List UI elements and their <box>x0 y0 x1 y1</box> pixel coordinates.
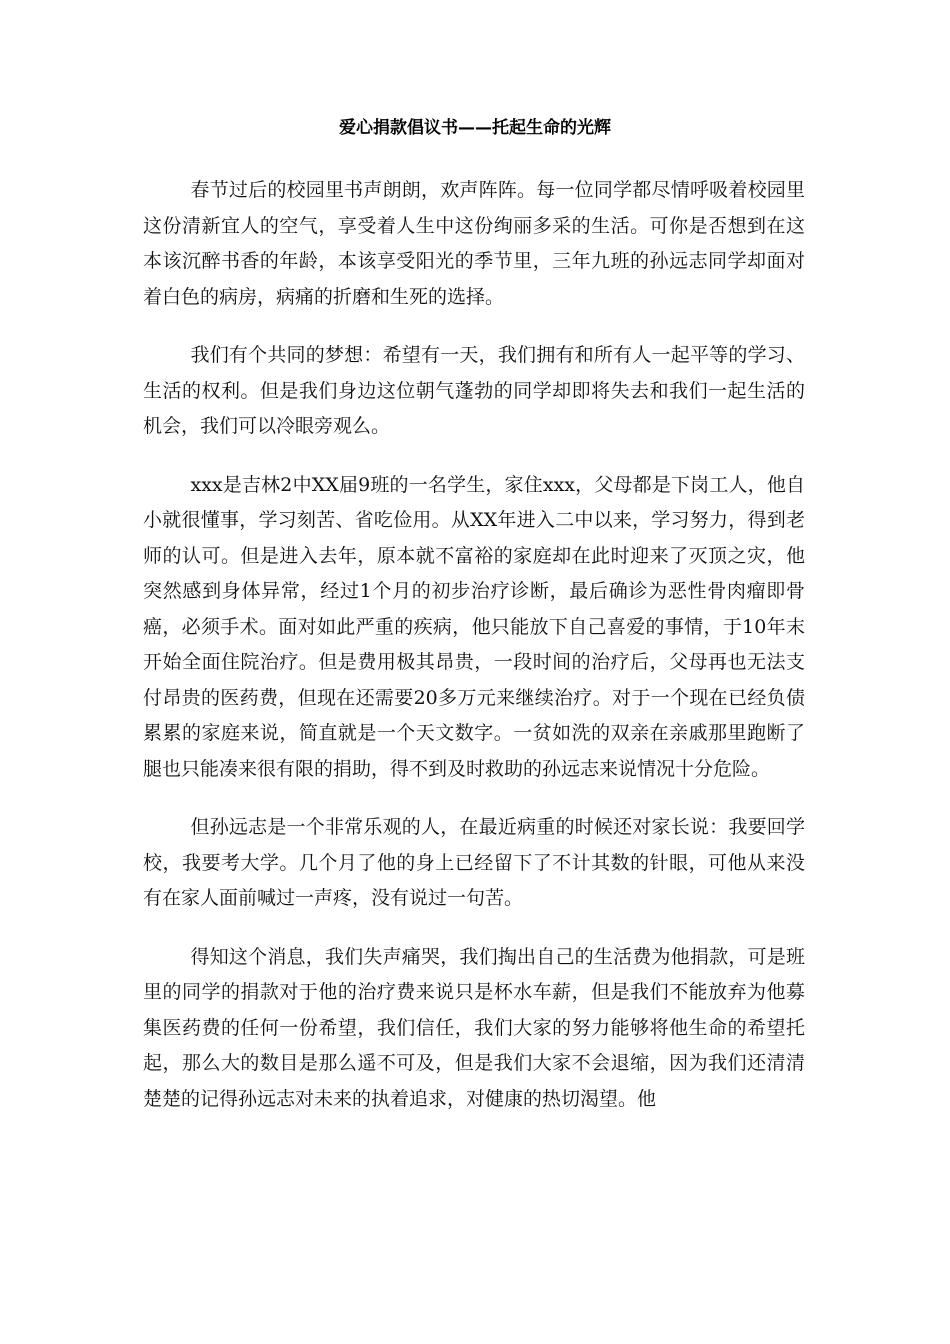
document-body <box>143 173 805 1140</box>
paragraph-2: 我们有个共同的梦想：希望有一天，我们拥有和所有人一起平等的学习、生活的权利。但是我们身边这位朝气蓬勃的同学却即将失去和我们一起生活的机会，我们可以冷眼旁观么。 <box>143 344 805 437</box>
paragraph-5: 得知这个消息，我们失声痛哭，我们掏出自己的生活费为他捐款，可是班里的同学的捐款对于他的治疗费来说只是杯水车薪，但是我们不能放弃为他募集医药费的任何一份希望，我们信任，我们大家的努力能够将他生命的希望托起，那么大的数目是那么遥不可及，但是我们大家不会退缩，因为我们还清清楚楚的记得孙远志对未来的执着追求，对健康的热切渴望。他 <box>143 945 805 1110</box>
paragraph-1: 春节过后的校园里书声朗朗，欢声阵阵。每一位同学都尽情呼吸着校园里这份清新宜人的空气，享受着人生中这份绚丽多采的生活。可你是否想到在这本该沉醉书香的年龄，本该享受阳光的季节里，三年九班的孙远志同学却面对着白色的病房，病痛的折磨和生死的选择。 <box>143 179 805 308</box>
paragraph-4: 但孙远志是一个非常乐观的人，在最近病重的时候还对家长说：我要回学校，我要考大学。几个月了他的身上已经留下了不计其数的针眼，可他从来没有在家人面前喊过一声疼，没有说过一句苦。 <box>143 816 805 909</box>
paragraph-3: xxx是吉林2中XX届9班的一名学生，家住xxx，父母都是下岗工人，他自小就很懂事，学习刻苦、省吃俭用。从XX年进入二中以来，学习努力，得到老师的认可。但是进入去年，原本就不富裕的家庭却在此时迎来了灭顶之灾，他突然感到身体异常，经过1个月的初步治疗诊断，最后确诊为恶性骨肉瘤即骨癌，必须手术。面对如此严重的疾病，他只能放下自己喜爱的事情，于10年末开始全面住院治疗。但是费用极其昂贵，一段时间的治疗后，父母再也无法支付昂贵的医药费，但现在还需要20多万元来继续治疗。对于一个现在已经负债累累的家庭来说，简直就是一个天文数字。一贫如洗的双亲在亲戚那里跑断了腿也只能凑来很有限的捐助，得不到及时救助的孙远志来说情况十分危险。 <box>143 473 805 780</box>
document-title: 爱心捐款倡议书——托起生命的光辉 <box>339 118 611 138</box>
